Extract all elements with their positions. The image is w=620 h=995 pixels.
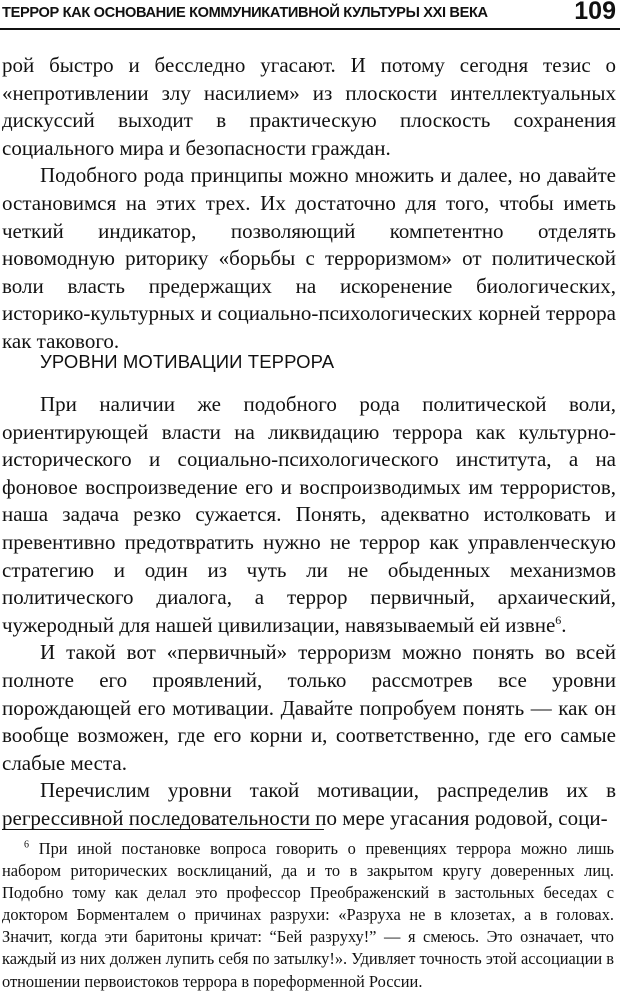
paragraph: И такой вот «первичный» терроризм можно понять во всей полноте его проявлений, только рассмотрев все уровни порождающей его мотивации. Давайте попробуем понять — как он вообще возможен, где его корни и, соответственно, где его самые слабые места. xyxy=(2,640,616,775)
footnote-reference[interactable]: 6 xyxy=(555,612,562,627)
footnote-divider xyxy=(2,829,324,830)
footnote-paragraph xyxy=(2,838,614,993)
paragraph: Подобного рода принципы можно множить и далее, но давайте остановимся на этих трех. Их достаточно для того, чтобы иметь четкий индикатор, позволяющий компетентно отделять новомодную риторику «борьбы с терроризмом» от политической воли власть предержащих на искоренение биологических, историко-культурных и социально-психологических корней террора как такового. xyxy=(2,163,616,353)
footnote-marker: 6 xyxy=(24,839,29,851)
body-text-top xyxy=(2,52,616,356)
section-heading: УРОВНИ МОТИВАЦИИ ТЕРРОРА xyxy=(40,351,335,372)
footnote xyxy=(2,838,614,993)
paragraph: рой быстро и бесследно угасают. И потому сегодня тезис о «непротивлении злу насилием» из плоскости интеллектуальных дискуссий выходит в практическую плоскость сохранения социального мира и безопасности граждан. xyxy=(2,53,616,160)
body-text-bottom xyxy=(2,391,616,833)
running-title: ТЕРРОР КАК ОСНОВАНИЕ КОММУНИКАТИВНОЙ КУЛЬТУРЫ XXI ВЕКА xyxy=(2,5,488,21)
footnote-text: При иной постановке вопроса говорить о превенциях террора можно лишь набором риторических восклицаний, да и то в закрытом кругу доверенных лиц. Подобно тому как делал это профессор Преображенский в застольных беседах с доктором Борменталем о причинах разрухи: «Разруха не в клозетах, а в головах. Значит, когда эти баритоны кричат: “Бей разруху!” — я смеюсь. Это означает, что каждый из них должен лупить себя по затылку!». Удивляет точность этой ассоциации в отношении первоистоков террора в пореформенной России. xyxy=(2,839,614,991)
page-number: 109 xyxy=(574,0,616,25)
paragraph-end: . xyxy=(561,612,567,637)
paragraph: Перечислим уровни такой мотивации, распределив их в регрессивной последовательности по мере угасания родовой, соци- xyxy=(2,778,616,830)
paragraph-text: При наличии же подобного рода политической воли, ориентирующей власти на ликвидацию террора как культурно-исторического и социально-психологического института, а на фоновое воспроизведение его и воспроизводимых им террористов, наша задача резко сужается. Понять, адекватно истолковать и превентивно предотвратить нужно не террор как управленческую стратегию и один из чуть ли не обыденных механизмов политического диалога, а террор первичный, архаический, чужеродный для нашей цивилизации, навязываемый ей извне xyxy=(2,392,616,637)
page-header xyxy=(0,0,620,30)
paragraph xyxy=(2,391,616,639)
